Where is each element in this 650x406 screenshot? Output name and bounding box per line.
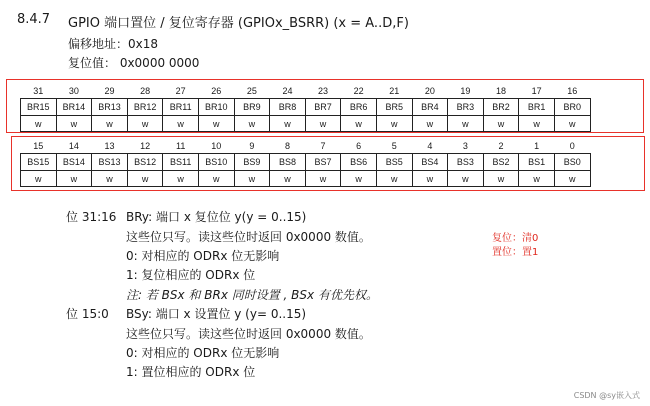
bit-number: 10 [211, 141, 222, 151]
offset-address: 偏移地址：0x18 [68, 37, 159, 51]
bit-name-cell: BR6 [341, 99, 377, 116]
bit-access-cell: w [21, 116, 57, 132]
bit-number: 23 [318, 86, 329, 96]
br-desc-line: 1: 复位相应的 ODRx 位 [126, 268, 256, 282]
bit-name-cell: BS14 [56, 154, 92, 171]
priority-note: 注: 若 BSx 和 BRx 同时设置 , BSx 有优先权。 [126, 288, 378, 302]
reset-annotation: 复位：清0 [492, 233, 539, 244]
bit-name-cell: BS12 [127, 154, 163, 171]
bit-name-cell: BR9 [234, 99, 270, 116]
bit-number: 18 [496, 86, 507, 96]
bit-number: 5 [391, 141, 397, 151]
bit-name-row [21, 154, 591, 171]
set-annotation: 置位：置1 [492, 247, 539, 258]
section-number: 8.4.7 [17, 12, 51, 27]
bs-desc-line: 0: 对相应的 ODRx 位无影响 [126, 346, 280, 360]
bs-bit-range: 位 15:0 [66, 307, 109, 321]
bit-name-cell: BR14 [56, 99, 92, 116]
bit-number: 8 [284, 141, 290, 151]
bit-number: 6 [356, 141, 362, 151]
bit-number: 30 [68, 86, 79, 96]
bit-access-cell: w [270, 116, 306, 132]
br-desc-line: 这些位只写。读这些位时返回 0x0000 数值。 [126, 230, 371, 244]
bit-number: 7 [320, 141, 326, 151]
bit-name-cell: BS2 [483, 154, 519, 171]
bit-name-cell: BR13 [92, 99, 128, 116]
bit-access-cell: w [519, 116, 555, 132]
bit-number: 13 [104, 141, 115, 151]
bit-name-cell: BR4 [412, 99, 448, 116]
bit-access-cell: w [341, 171, 377, 187]
bit-number: 19 [460, 86, 471, 96]
bit-number: 11 [176, 141, 186, 151]
bit-access-cell: w [56, 171, 92, 187]
bit-number: 27 [175, 86, 186, 96]
bit-name-cell: BR0 [554, 99, 590, 116]
bit-number: 22 [353, 86, 364, 96]
bit-name-cell: BS8 [270, 154, 306, 171]
bs-field-title: BSy: 端口 x 设置位 y (y= 0..15) [126, 307, 307, 321]
bit-number: 3 [462, 141, 468, 151]
bit-name-cell: BR2 [483, 99, 519, 116]
bit-number: 25 [246, 86, 257, 96]
bit-access-cell: w [127, 171, 163, 187]
bit-name-cell: BR1 [519, 99, 555, 116]
bit-number: 21 [389, 86, 400, 96]
bit-access-cell: w [412, 116, 448, 132]
bit-number: 28 [140, 86, 151, 96]
bit-access-cell: w [56, 116, 92, 132]
bit-access-cell: w [376, 171, 412, 187]
bit-access-cell: w [305, 116, 341, 132]
bit-access-cell: w [127, 116, 163, 132]
bit-access-cell: w [305, 171, 341, 187]
bit-name-cell: BR5 [376, 99, 412, 116]
bit-number: 24 [282, 86, 293, 96]
bit-access-cell: w [554, 171, 590, 187]
bit-name-cell: BS3 [448, 154, 484, 171]
bit-access-cell: w [341, 116, 377, 132]
bit-name-cell: BS13 [92, 154, 128, 171]
bit-name-cell: BR3 [448, 99, 484, 116]
bit-access-cell: w [92, 171, 128, 187]
bit-access-cell: w [234, 171, 270, 187]
bit-number: 14 [68, 141, 79, 151]
bit-number: 2 [498, 141, 504, 151]
bit-name-cell: BS1 [519, 154, 555, 171]
bit-number: 4 [427, 141, 433, 151]
bit-number: 17 [531, 86, 542, 96]
register-table-upper [20, 84, 591, 132]
page-title: GPIO 端口置位 / 复位寄存器 (GPIOx_BSRR) (x = A..D,F) [68, 16, 409, 31]
bit-access-cell: w [163, 171, 199, 187]
bit-access-cell: w [163, 116, 199, 132]
bit-access-cell: w [519, 171, 555, 187]
bit-name-cell: BS6 [341, 154, 377, 171]
bit-name-cell: BR8 [270, 99, 306, 116]
bit-name-cell: BS11 [163, 154, 199, 171]
bit-number: 16 [567, 86, 578, 96]
bit-name-cell: BR10 [198, 99, 234, 116]
bit-number: 20 [424, 86, 435, 96]
bit-number: 0 [569, 141, 575, 151]
bs-desc-line: 1: 置位相应的 ODRx 位 [126, 365, 256, 379]
bit-access-cell: w [92, 116, 128, 132]
bit-access-cell: w [198, 171, 234, 187]
bs-desc-line: 这些位只写。读这些位时返回 0x0000 数值。 [126, 327, 371, 341]
bit-name-cell: BS0 [554, 154, 590, 171]
bit-name-row [21, 99, 591, 116]
bit-access-cell: w [448, 171, 484, 187]
br-bit-range: 位 31:16 [66, 210, 117, 224]
bit-number-row [21, 84, 591, 99]
bit-name-cell: BR12 [127, 99, 163, 116]
bit-name-cell: BS5 [376, 154, 412, 171]
bit-name-cell: BR11 [163, 99, 199, 116]
bit-number: 1 [534, 141, 540, 151]
bit-name-cell: BS15 [21, 154, 57, 171]
watermark-footer: CSDN @sy嵌入式 [573, 391, 640, 400]
bit-access-cell: w [554, 116, 590, 132]
bit-name-cell: BS7 [305, 154, 341, 171]
bit-name-cell: BS9 [234, 154, 270, 171]
bit-number: 9 [249, 141, 255, 151]
bit-access-cell: w [483, 171, 519, 187]
bit-access-cell: w [198, 116, 234, 132]
br-field-title: BRy: 端口 x 复位位 y(y = 0..15) [126, 210, 307, 224]
bit-name-cell: BS4 [412, 154, 448, 171]
reset-value: 复位值： 0x0000 0000 [68, 56, 200, 70]
bit-number: 31 [33, 86, 44, 96]
bit-access-row [21, 116, 591, 132]
bit-number-row [21, 139, 591, 154]
bit-number: 15 [33, 141, 44, 151]
bit-access-cell: w [376, 116, 412, 132]
br-desc-line: 0: 对相应的 ODRx 位无影响 [126, 249, 280, 263]
bit-access-cell: w [483, 116, 519, 132]
bit-access-cell: w [234, 116, 270, 132]
bit-access-row [21, 171, 591, 187]
bit-name-cell: BR7 [305, 99, 341, 116]
bit-number: 26 [211, 86, 222, 96]
bit-access-cell: w [412, 171, 448, 187]
register-table-lower [20, 139, 591, 187]
bit-name-cell: BS10 [198, 154, 234, 171]
bit-number: 12 [140, 141, 151, 151]
bit-access-cell: w [448, 116, 484, 132]
bit-access-cell: w [270, 171, 306, 187]
bit-name-cell: BR15 [21, 99, 57, 116]
bit-access-cell: w [21, 171, 57, 187]
bit-number: 29 [104, 86, 115, 96]
